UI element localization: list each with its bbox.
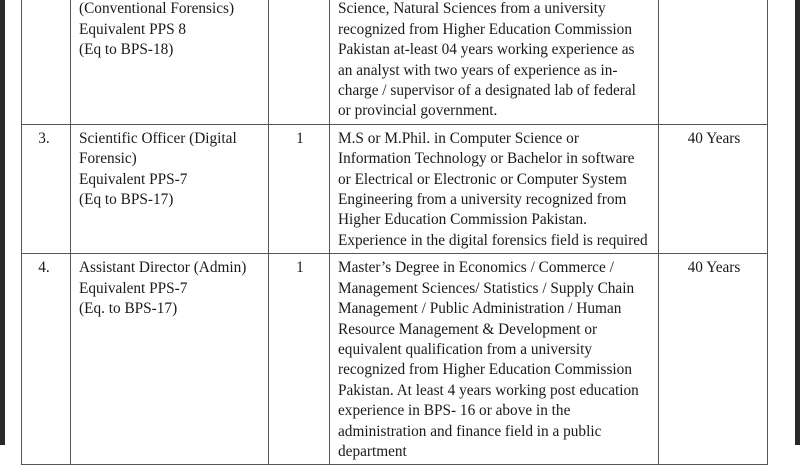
age-limit-cell	[659, 0, 768, 124]
qualification-cell-line: Engineering from a university recognized from	[338, 191, 627, 209]
post-count-cell: 1	[269, 124, 330, 253]
qualification-cell-line: Management / Public Administration / Human	[338, 300, 622, 318]
serial-number-cell: 3.	[22, 124, 71, 253]
serial-number-cell: 4.	[22, 254, 71, 465]
post-count-cell	[269, 0, 330, 124]
post-name-cell-line: Equivalent PPS 8	[79, 20, 187, 38]
qualification-cell-line: Pakistan at-least 04 years working experience as	[338, 41, 635, 59]
qualification-cell-line: an analyst with two years of experience as in-	[338, 61, 618, 79]
post-name-cell-line: Forensic)	[79, 150, 137, 168]
qualification-cell-line: administration and finance field in a public	[338, 422, 602, 440]
qualification-cell-line: Experience in the digital forensics field is required	[338, 231, 648, 249]
qualification-cell-line: equivalent qualification from a university	[338, 340, 593, 358]
age-limit-cell: 40 Years	[659, 254, 768, 465]
qualification-cell-line: M.S or M.Phil. in Computer Science or	[338, 129, 579, 147]
page-edge-left	[0, 0, 5, 445]
table-row	[22, 0, 768, 124]
page-edge-right	[795, 0, 800, 445]
post-name-cell-line: (Eq to BPS-18)	[79, 41, 174, 59]
qualification-cell-line: Resource Management & Development or	[338, 320, 598, 338]
qualification-cell-line: Information Technology or Bachelor in software	[338, 150, 635, 168]
qualification-cell-line: recognized from Higher Education Commission	[338, 361, 632, 379]
qualification-cell	[330, 0, 659, 124]
qualification-cell-line: or Electrical or Electronic or Computer System	[338, 170, 627, 188]
post-name-cell	[71, 124, 269, 253]
post-name-cell-line: (Conventional Forensics)	[79, 0, 235, 18]
qualification-cell-line: charge / supervisor of a designated lab of federal	[338, 82, 636, 100]
qualification-cell-line: department	[338, 442, 407, 460]
qualification-cell-line: or provincial government.	[338, 102, 498, 120]
post-name-cell-line: Equivalent PPS-7	[79, 279, 188, 297]
post-name-cell	[71, 0, 269, 124]
qualification-cell	[330, 124, 659, 253]
job-positions-table	[21, 0, 768, 465]
post-name-cell-line: (Eq to BPS-17)	[79, 191, 174, 209]
qualification-cell-line: Science, Natural Sciences from a university	[338, 0, 606, 18]
qualification-cell-line: experience in BPS- 16 or above in the	[338, 402, 571, 420]
qualification-cell-line: recognized from Higher Education Commission	[338, 20, 632, 38]
post-count-cell: 1	[269, 254, 330, 465]
qualification-cell-line: Master’s Degree in Economics / Commerce /	[338, 259, 614, 277]
table-row	[22, 124, 768, 253]
qualification-cell-line: Management Sciences/ Statistics / Supply Chain	[338, 279, 635, 297]
post-name-cell-line: Scientific Officer (Digital	[79, 129, 237, 147]
post-name-cell-line: Equivalent PPS-7	[79, 170, 188, 188]
serial-number-cell	[22, 0, 71, 124]
qualification-cell-line: Pakistan. At least 4 years working post education	[338, 381, 639, 399]
table-row	[22, 254, 768, 465]
post-name-cell-line: Assistant Director (Admin)	[79, 259, 247, 277]
post-name-cell-line: (Eq. to BPS-17)	[79, 300, 178, 318]
age-limit-cell: 40 Years	[659, 124, 768, 253]
qualification-cell	[330, 254, 659, 465]
post-name-cell	[71, 254, 269, 465]
qualification-cell-line: Higher Education Commission Pakistan.	[338, 211, 587, 229]
